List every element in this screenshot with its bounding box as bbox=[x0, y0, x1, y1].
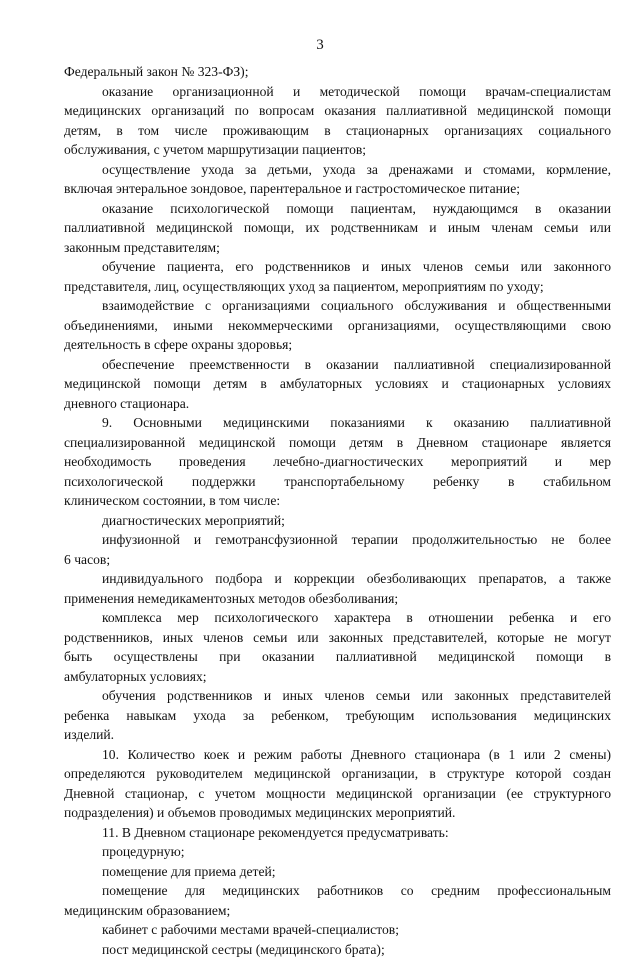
text-line: дневного стационара. bbox=[64, 394, 611, 414]
text-line: диагностических мероприятий; bbox=[64, 511, 611, 531]
text-line: помещение для приема детей; bbox=[64, 862, 611, 882]
text-line: медицинским образованием; bbox=[64, 901, 611, 921]
text-line: быть осуществлены при оказании паллиативной медицинской помощи в bbox=[64, 647, 611, 667]
text-line: инфузионной и гемотрансфузионной терапии продолжительностью не более bbox=[64, 530, 611, 550]
text-line: представителя, лиц, осуществляющих уход за пациентом, мероприятиям по уходу; bbox=[64, 277, 611, 297]
text-line: обучение пациента, его родственников и иных членов семьи или законного bbox=[64, 257, 611, 277]
text-line: медицинской помощи детям в амбулаторных условиях и стационарных условиях bbox=[64, 374, 611, 394]
text-line: определяются руководителем медицинской организации, в структуре которой создан bbox=[64, 764, 611, 784]
text-line: специализированной медицинской помощи детям в Дневном стационаре является bbox=[64, 433, 611, 453]
text-line: законным представителям; bbox=[64, 238, 611, 258]
text-line: обеспечение преемственности в оказании паллиативной специализированной bbox=[64, 355, 611, 375]
text-line: родственников, иных членов семьи или законных представителей, которые не могут bbox=[64, 628, 611, 648]
text-line: Дневной стационар, с учетом мощности медицинской организации (ее структурного bbox=[64, 784, 611, 804]
text-line: необходимость проведения лечебно-диагностических мероприятий и мер bbox=[64, 452, 611, 472]
text-line: применения немедикаментозных методов обезболивания; bbox=[64, 589, 611, 609]
text-line: 6 часов; bbox=[64, 550, 611, 570]
text-line: 9. Основными медицинскими показаниями к оказанию паллиативной bbox=[64, 413, 611, 433]
text-line: подразделения) и объемов проводимых медицинских мероприятий. bbox=[64, 803, 611, 823]
text-line: Федеральный закон № 323-ФЗ); bbox=[64, 62, 611, 82]
text-line: включая энтеральное зондовое, парентеральное и гастростомическое питание; bbox=[64, 179, 611, 199]
text-line: детям, в том числе проживающим в стационарных организациях социального bbox=[64, 121, 611, 141]
text-line: амбулаторных условиях; bbox=[64, 667, 611, 687]
text-line: индивидуального подбора и коррекции обезболивающих препаратов, а также bbox=[64, 569, 611, 589]
text-line: осуществление ухода за детьми, ухода за дренажами и стомами, кормление, bbox=[64, 160, 611, 180]
text-line: ребенка навыкам ухода за ребенком, требующим использования медицинских bbox=[64, 706, 611, 726]
text-line: оказание психологической помощи пациентам, нуждающимся в оказании bbox=[64, 199, 611, 219]
text-line: 10. Количество коек и режим работы Дневного стационара (в 1 или 2 смены) bbox=[64, 745, 611, 765]
document-body bbox=[64, 62, 611, 959]
text-line: психологической поддержки транспортабельному ребенку в стабильном bbox=[64, 472, 611, 492]
page-number: 3 bbox=[0, 36, 640, 54]
text-line: изделий. bbox=[64, 725, 611, 745]
text-line: обучения родственников и иных членов семьи или законных представителей bbox=[64, 686, 611, 706]
text-line: оказание организационной и методической помощи врачам-специалистам bbox=[64, 82, 611, 102]
text-line: 11. В Дневном стационаре рекомендуется предусматривать: bbox=[64, 823, 611, 843]
text-line: пост медицинской сестры (медицинского брата); bbox=[64, 940, 611, 959]
text-line: комплекса мер психологического характера в отношении ребенка и его bbox=[64, 608, 611, 628]
text-line: взаимодействие с организациями социального обслуживания и общественными bbox=[64, 296, 611, 316]
text-line: обслуживания, с учетом маршрутизации пациентов; bbox=[64, 140, 611, 160]
text-line: процедурную; bbox=[64, 842, 611, 862]
text-line: деятельность в сфере охраны здоровья; bbox=[64, 335, 611, 355]
text-line: помещение для медицинских работников со средним профессиональным bbox=[64, 881, 611, 901]
text-line: объединениями, иными некоммерческими организациями, осуществляющими свою bbox=[64, 316, 611, 336]
text-line: паллиативной медицинской помощи, их родственникам и иным членам семьи или bbox=[64, 218, 611, 238]
text-line: клиническом состоянии, в том числе: bbox=[64, 491, 611, 511]
text-line: медицинских организаций по вопросам оказания паллиативной медицинской помощи bbox=[64, 101, 611, 121]
text-line: кабинет с рабочими местами врачей-специалистов; bbox=[64, 920, 611, 940]
